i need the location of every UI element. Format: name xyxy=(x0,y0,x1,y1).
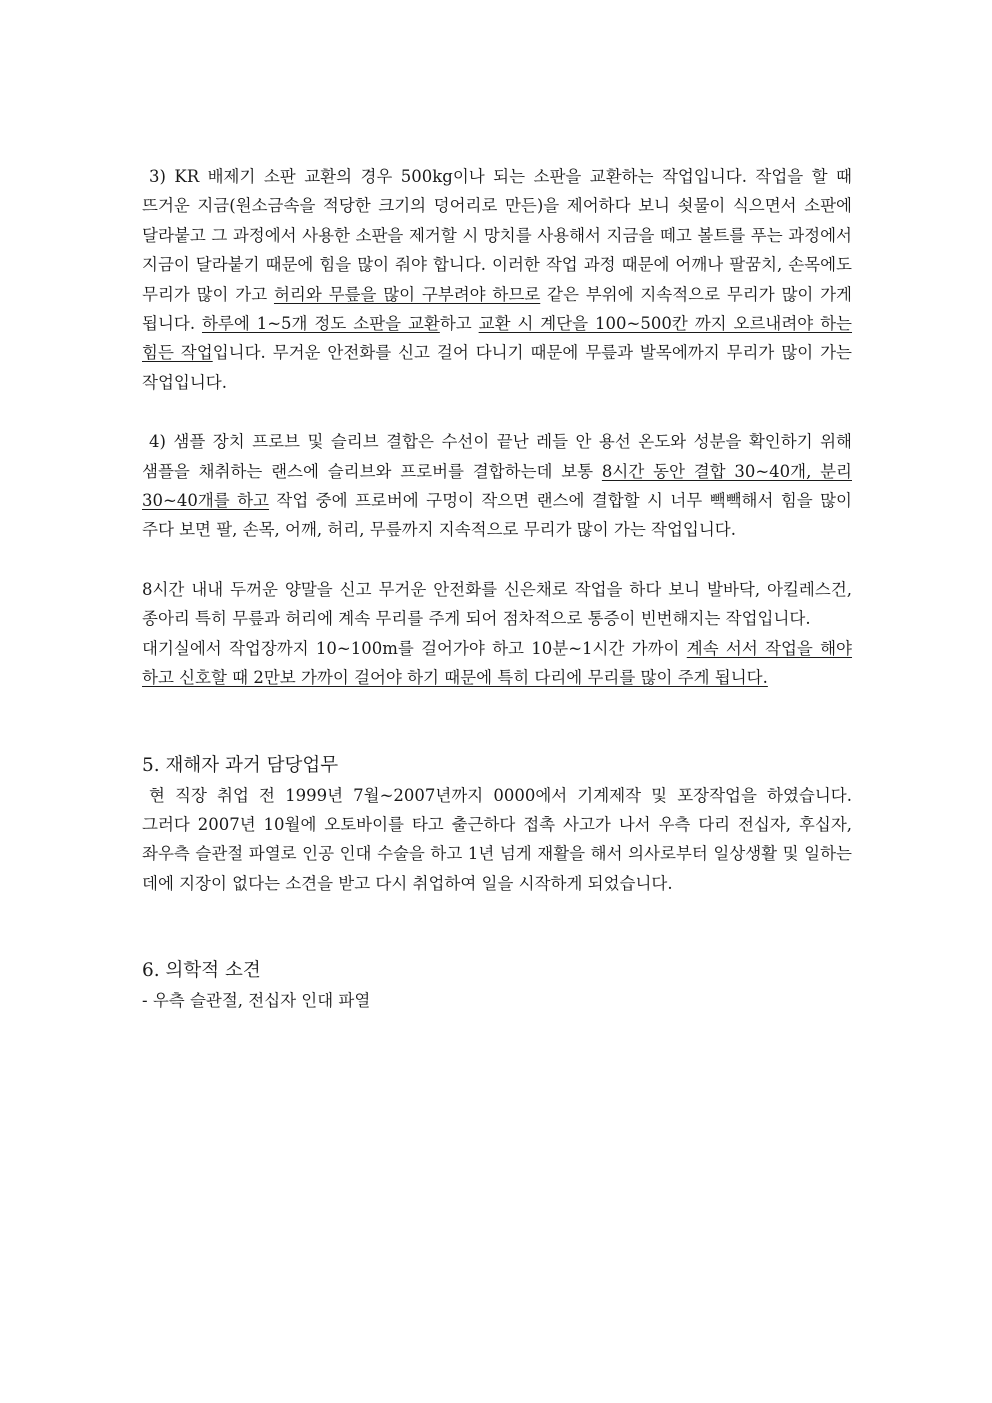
text-span: 같은 부위에 지속적으로 무리가 많이 가게 됩니다. xyxy=(142,284,852,334)
section-5-body xyxy=(142,781,852,899)
underlined-text: 교환 시 계단을 100~500칸 까지 오르내려야 하는 힘든 작업 xyxy=(142,314,853,363)
text-span: 4) 샘플 장치 프로브 및 슬리브 결합은 수선이 끝난 레들 안 용선 온도와 성분을 확인하기 위해 샘플을 채취하는 랜스에 슬리브와 프로버를 결합하는데 보통 xyxy=(142,432,852,481)
text-span: 입니다. 무거운 안전화를 신고 걸어 다니기 때문에 무릎과 발목에까지 무리가 많이 가는 작업입니다. xyxy=(142,343,852,392)
document-page xyxy=(142,162,852,1016)
text-span: 대기실에서 작업장까지 10~100m를 걸어가야 하고 10분~1시간 가까이 xyxy=(142,638,687,658)
text-span: 현 직장 취업 전 1999년 7월~2007년까지 0000에서 기계제작 및 포장작업을 하였습니다. 그러다 2007년 10월에 오토바이를 타고 출근하다 접촉 사고가 나서 우측 다리 전십자, 후십자, 좌우측 슬관절 파열로 인공 인대 수술을 하고 1년 넘게 재활을 해서 의사로부터 일상생활 및 일하는 데에 지장이 없다는 소견을 받고 다시 취업하여 일을 시작하게 되었습니다. xyxy=(142,785,852,893)
underlined-text: 8시간 동안 결합 30~40개, 분리 30~40개를 하고 xyxy=(142,461,852,511)
text-span: 작업 중에 프로버에 구멍이 작으면 랜스에 결합할 시 너무 빽빽해서 힘을 많이 주다 보면 팔, 손목, 어깨, 허리, 무릎까지 지속적으로 무리가 많이 가는 작업입니다. xyxy=(142,491,852,540)
paragraph-sample-probe-sleeve xyxy=(142,427,852,545)
text-span: 3) KR 배제기 소판 교환의 경우 500kg이나 되는 소판을 교환하는 작업입니다. 작업을 할 때 뜨거운 지금(원소금속을 적당한 크기의 덩어리로 만든)을 제어하다 보니 쇳물이 식으면서 소판에 달라붙고 그 과정에서 사용한 소판을 제거할 시 망치를 사용해서 지금을 떼고 볼트를 푸는 과정에서 지금이 달라붙기 때문에 힘을 많이 줘야 합니다. 이러한 작업 과정 때문에 어깨나 팔꿈치, 손목에도 무리가 많이 가고 xyxy=(142,167,852,304)
paragraph-standing-work: 8시간 내내 두꺼운 양말을 신고 무거운 안전화를 신은채로 작업을 하다 보니 발바닥, 아킬레스건, 종아리 특히 무릎과 허리에 계속 무리를 주게 되어 점차적으로 통증이 빈번해지는 작업입니다. xyxy=(142,579,852,629)
section-5-heading: 5. 재해자 과거 담당업무 xyxy=(142,754,339,776)
paragraph-kr-board-replacement xyxy=(142,162,852,397)
text-span: 하고 xyxy=(439,314,479,334)
underlined-text: 계속 서서 작업을 해야 하고 신호할 때 2만보 가까이 걸어야 하기 때문에 특히 다리에 무리를 많이 주게 됩니다. xyxy=(142,638,853,688)
paragraph-walking-distance xyxy=(142,634,852,693)
section-6-heading: 6. 의학적 소견 xyxy=(142,960,261,982)
underlined-text: 하루에 1~5개 정도 소판을 교환 xyxy=(201,314,440,334)
section-6-body: - 우측 슬관절, 전십자 인대 파열 xyxy=(142,991,371,1011)
underlined-text: 허리와 무릎을 많이 구부려야 하므로 xyxy=(273,284,541,304)
